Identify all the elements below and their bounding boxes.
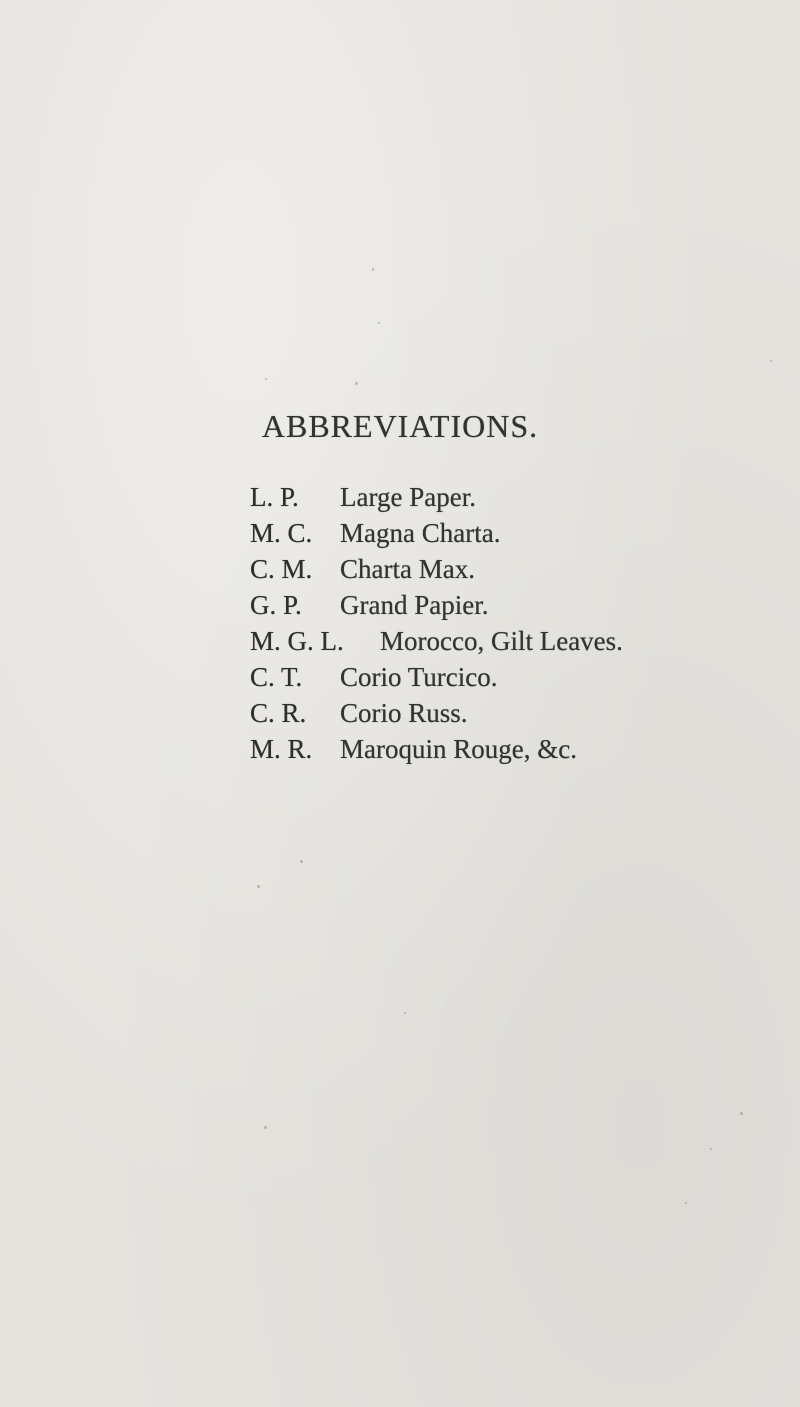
paper-speck xyxy=(300,860,303,863)
abbreviation-meaning: Morocco, Gilt Leaves. xyxy=(380,626,623,656)
paper-speck xyxy=(404,1012,406,1014)
abbreviation-row xyxy=(250,734,790,770)
paper-speck xyxy=(257,885,260,888)
abbreviation-code: M. C. xyxy=(250,518,313,548)
abbreviation-meaning: Magna Charta. xyxy=(340,518,501,548)
abbreviation-meaning: Corio Turcico. xyxy=(340,662,498,692)
abbreviation-row xyxy=(250,554,790,590)
abbreviation-code: C. T. xyxy=(250,662,303,692)
abbreviation-row xyxy=(250,590,790,626)
abbreviation-row xyxy=(250,518,790,554)
paper-speck xyxy=(372,268,374,271)
paper-speck xyxy=(710,1148,712,1150)
abbreviation-row xyxy=(250,662,790,698)
paper-speck xyxy=(740,1112,743,1115)
abbreviation-code: C. M. xyxy=(250,554,313,584)
abbreviation-code: G. P. xyxy=(250,590,302,620)
paper-speck xyxy=(685,1202,687,1204)
page-title: ABBREVIATIONS. xyxy=(261,408,539,444)
paper-speck xyxy=(770,360,772,362)
abbreviation-code: C. R. xyxy=(250,698,307,728)
paper-speck xyxy=(264,1126,267,1129)
abbreviation-meaning: Corio Russ. xyxy=(340,698,468,728)
abbreviation-meaning: Maroquin Rouge, &c. xyxy=(340,734,577,764)
abbreviation-code: M. G. L. xyxy=(250,626,344,656)
paper-speck xyxy=(265,378,267,380)
abbreviation-code: L. P. xyxy=(250,482,299,512)
abbreviation-row xyxy=(250,626,790,662)
abbreviation-list xyxy=(250,482,790,770)
abbreviation-code: M. R. xyxy=(250,734,313,764)
abbreviation-row xyxy=(250,698,790,734)
abbreviation-row xyxy=(250,482,790,518)
paper-speck xyxy=(355,382,358,385)
abbreviation-meaning: Large Paper. xyxy=(340,482,476,512)
abbreviation-meaning: Charta Max. xyxy=(340,554,475,584)
paper-speck xyxy=(378,322,380,324)
abbreviation-meaning: Grand Papier. xyxy=(340,590,489,620)
